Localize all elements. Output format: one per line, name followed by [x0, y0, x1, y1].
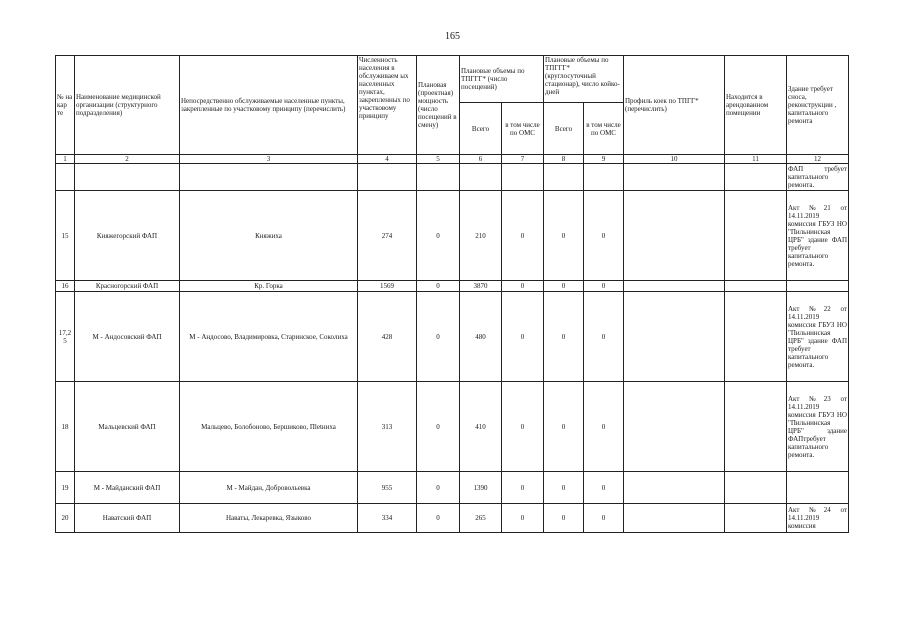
row-beds-oms: [584, 164, 624, 191]
row-beds-total: 0: [544, 191, 584, 281]
row-beds-total: [544, 164, 584, 191]
row-capacity: 0: [417, 382, 460, 472]
column-number: 12: [787, 155, 849, 164]
column-number: 9: [584, 155, 624, 164]
row-visits-total: 1390: [460, 472, 502, 504]
row-visits-oms: 0: [502, 472, 544, 504]
table-row: [56, 281, 849, 292]
header-profile: Профиль коек по ТПГГ* (перечислить): [624, 56, 725, 155]
row-visits-total: 480: [460, 292, 502, 382]
row-population: 428: [358, 292, 417, 382]
row-profile: [624, 382, 725, 472]
row-num: 19: [56, 472, 75, 504]
row-org: [75, 164, 180, 191]
row-org: Наватский ФАП: [75, 504, 180, 533]
row-capacity: 0: [417, 191, 460, 281]
row-org: Мальцевский ФАП: [75, 382, 180, 472]
header-capacity: Плановая (проектная) мощность (число посещений в смену): [417, 56, 460, 155]
row-visits-oms: [502, 164, 544, 191]
row-settlements: Кр. Горка: [180, 281, 358, 292]
column-number: 4: [358, 155, 417, 164]
row-repair: Акт №24 от 14.11.2019 комиссия: [787, 504, 849, 533]
row-beds-oms: 0: [584, 504, 624, 533]
header-visits-total: Всего: [460, 103, 502, 155]
row-profile: [624, 191, 725, 281]
row-beds-total: 0: [544, 292, 584, 382]
row-beds-total: 0: [544, 281, 584, 292]
header-beds-total: Всего: [544, 103, 584, 155]
row-beds-oms: 0: [584, 281, 624, 292]
row-population: [358, 164, 417, 191]
header-rented: Находится в арендованном помещении: [725, 56, 787, 155]
row-beds-oms: 0: [584, 191, 624, 281]
row-settlements: Княжиха: [180, 191, 358, 281]
column-number: 7: [502, 155, 544, 164]
row-visits-oms: 0: [502, 382, 544, 472]
header-visits-oms: в том числе по ОМС: [502, 103, 544, 155]
column-number: 11: [725, 155, 787, 164]
row-rented: [725, 504, 787, 533]
header-visits: Плановые объемы по ТПГГГ* (число посещений): [460, 56, 544, 103]
row-beds-total: 0: [544, 382, 584, 472]
column-number: 5: [417, 155, 460, 164]
table-row: [56, 382, 849, 472]
row-capacity: 0: [417, 281, 460, 292]
row-beds-oms: 0: [584, 382, 624, 472]
row-rented: [725, 191, 787, 281]
table-row: [56, 164, 849, 191]
row-visits-oms: 0: [502, 292, 544, 382]
row-settlements: [180, 164, 358, 191]
row-repair: Акт №22 от 14.11.2019 комиссия ГБУЗ НО "Пильнинская ЦРБ" здание ФАП требует капитального ремонта.: [787, 292, 849, 382]
row-repair: Акт №21 от 14.11.2019 комиссия ГБУЗ НО "Пильнинская ЦРБ" здание ФАП требует капитального ремонта.: [787, 191, 849, 281]
column-number: 6: [460, 155, 502, 164]
row-num: 20: [56, 504, 75, 533]
row-repair: [787, 281, 849, 292]
row-capacity: [417, 164, 460, 191]
row-repair: Акт №23 от 14.11.2019 комиссия ГБУЗ НО "Пильнинская ЦРБ" здание ФАПтребует капитального ремонта.: [787, 382, 849, 472]
row-capacity: 0: [417, 292, 460, 382]
row-profile: [624, 472, 725, 504]
row-visits-total: [460, 164, 502, 191]
row-num: 15: [56, 191, 75, 281]
row-capacity: 0: [417, 472, 460, 504]
row-settlements: М - Андосово, Владимировка, Старинское, Соколиха: [180, 292, 358, 382]
row-repair: [787, 472, 849, 504]
row-visits-total: 3870: [460, 281, 502, 292]
row-population: 334: [358, 504, 417, 533]
column-number: 8: [544, 155, 584, 164]
row-beds-total: 0: [544, 472, 584, 504]
table-row: [56, 472, 849, 504]
row-settlements: Мальцево, Болобоново, Бершиково, Пletниха: [180, 382, 358, 472]
fap-table: [55, 55, 849, 533]
row-visits-total: 410: [460, 382, 502, 472]
row-org: Княжегорский ФАП: [75, 191, 180, 281]
row-visits-oms: 0: [502, 281, 544, 292]
header-repair: Здание требует сноса, реконструкции , капитального ремонта: [787, 56, 849, 155]
table-row: [56, 292, 849, 382]
row-num: 17,2 5: [56, 292, 75, 382]
row-rented: [725, 472, 787, 504]
row-profile: [624, 281, 725, 292]
row-beds-total: 0: [544, 504, 584, 533]
header-org: Наименование медицинской организации (структурного подразделения): [75, 56, 180, 155]
row-visits-oms: 0: [502, 504, 544, 533]
row-num: 18: [56, 382, 75, 472]
column-number: 3: [180, 155, 358, 164]
row-rented: [725, 382, 787, 472]
row-visits-total: 210: [460, 191, 502, 281]
row-visits-oms: 0: [502, 191, 544, 281]
row-org: Красногорский ФАП: [75, 281, 180, 292]
header-settlements: Непосредственно обслуживаемые населенные пункты, закрепленные по участковому принципу (перечислить): [180, 56, 358, 155]
row-profile: [624, 164, 725, 191]
header-beds: Плановые объемы по ТПГГГ* (круглосуточный стационар), число койко-дней: [544, 56, 624, 103]
row-capacity: 0: [417, 504, 460, 533]
row-profile: [624, 292, 725, 382]
page-number: 165: [445, 31, 460, 42]
row-num: [56, 164, 75, 191]
column-number-row: [56, 155, 849, 164]
row-population: 955: [358, 472, 417, 504]
row-org: М - Майданский ФАП: [75, 472, 180, 504]
row-settlements: М - Майдан, Добровольевка: [180, 472, 358, 504]
row-profile: [624, 504, 725, 533]
row-settlements: Наваты, Лекаревка, Языково: [180, 504, 358, 533]
row-visits-total: 265: [460, 504, 502, 533]
row-population: 274: [358, 191, 417, 281]
table-row: [56, 504, 849, 533]
row-rented: [725, 281, 787, 292]
row-rented: [725, 292, 787, 382]
row-beds-oms: 0: [584, 472, 624, 504]
row-beds-oms: 0: [584, 292, 624, 382]
row-repair: ФАП требует капитального ремонта.: [788, 165, 847, 189]
row-rented: [725, 164, 787, 191]
row-population: 1569: [358, 281, 417, 292]
table-row: [56, 191, 849, 281]
column-number: 2: [75, 155, 180, 164]
column-number: 10: [624, 155, 725, 164]
row-num: 16: [56, 281, 75, 292]
header-beds-oms: в том числе по ОМС: [584, 103, 624, 155]
row-population: 313: [358, 382, 417, 472]
header-num: № на кар те: [56, 56, 75, 155]
row-org: М - Андосовский ФАП: [75, 292, 180, 382]
column-number: 1: [56, 155, 75, 164]
header-population: Численность населения в обслуживаем ых населенных пунктах, закрепленных по участковому принципу: [358, 56, 417, 155]
